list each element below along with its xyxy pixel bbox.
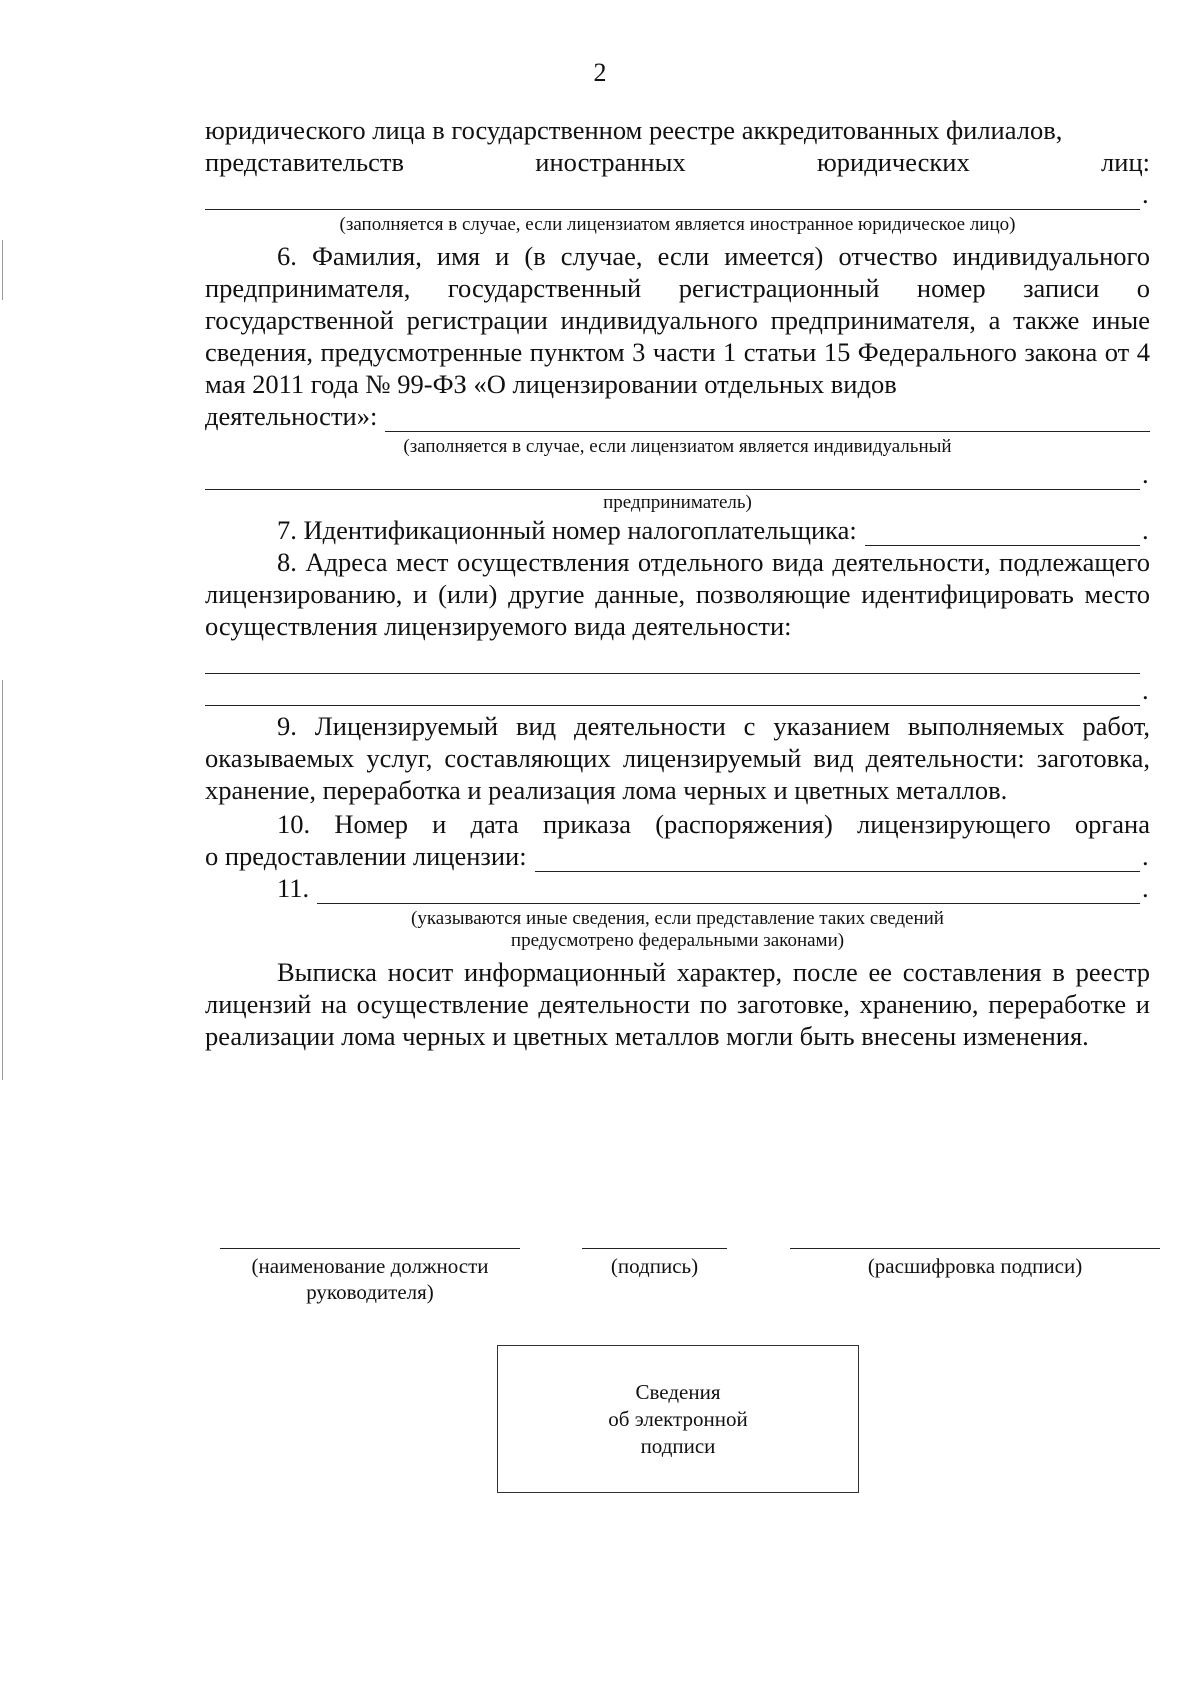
p6-caption1: (заполняется в случае, если лицензиатом является индивидуальный bbox=[403, 436, 952, 457]
esign-line3: подписи bbox=[640, 1433, 716, 1458]
p10-last-line bbox=[205, 840, 1150, 872]
p11-caption2: предусмотрено федеральными законами) bbox=[510, 930, 845, 951]
p8-blank2 bbox=[205, 674, 1150, 706]
esign-line2: об электронной bbox=[608, 1406, 748, 1431]
signature-line bbox=[220, 1248, 520, 1249]
p6-caption2: предприниматель) bbox=[603, 492, 752, 513]
signature-position bbox=[220, 1248, 520, 1305]
p8-blank1 bbox=[205, 642, 1150, 674]
signature-line bbox=[790, 1248, 1160, 1249]
period: . bbox=[1142, 459, 1149, 489]
p6-last-label: деятельности»: bbox=[205, 401, 378, 431]
p11-line bbox=[205, 872, 1150, 904]
position-caption-line1: (наименование должности bbox=[251, 1254, 489, 1278]
fill-line bbox=[205, 650, 1140, 674]
sign-caption: (подпись) bbox=[610, 1254, 699, 1278]
p5-line1: юридического лица в государственном реестре аккредитованных филиалов, bbox=[205, 115, 1063, 145]
p6-text: 6. Фамилия, имя и (в случае, если имеется) отчество индивидуального предпринимателя, государственный регистрационный номер записи о государственной регистрации индивидуального предпринимателя, а также иные сведения, предусмотренные пунктом 3 части 1 статьи 15 Федерального закона от 4 мая 2011 года № 99-ФЗ «О лицензировании отдельных видов bbox=[205, 241, 1150, 399]
fill-line bbox=[385, 408, 1150, 432]
fill-line bbox=[205, 682, 1140, 706]
p11-label: 11. bbox=[277, 873, 310, 903]
position-caption-line2: руководителя) bbox=[306, 1280, 434, 1304]
period: . bbox=[1142, 515, 1149, 545]
p7-label: 7. Идентификационный номер налогоплательщика: bbox=[277, 515, 857, 545]
fill-line bbox=[865, 522, 1140, 546]
p6-blank bbox=[205, 458, 1150, 490]
electronic-signature-box bbox=[497, 1345, 859, 1493]
p10-text: 10. Номер и дата приказа (распоряжения) лицензирующего органа bbox=[277, 809, 1150, 839]
page-number: 2 bbox=[593, 58, 607, 87]
p6-last-line bbox=[205, 400, 1150, 432]
fill-line bbox=[205, 466, 1140, 490]
p5-caption: (заполняется в случае, если лицензиатом является иностранное юридическое лицо) bbox=[339, 214, 1016, 235]
fill-line bbox=[317, 880, 1140, 904]
p5-line2: представительств иностранных юридических лиц: bbox=[205, 147, 1150, 177]
signature-decode bbox=[790, 1248, 1160, 1279]
document-body bbox=[205, 114, 1150, 1052]
fill-line bbox=[205, 186, 1140, 210]
scan-mark bbox=[2, 680, 3, 1080]
signature-line bbox=[582, 1248, 727, 1249]
period: . bbox=[1142, 675, 1149, 705]
p11-caption1: (указываются иные сведения, если представление таких сведений bbox=[411, 908, 944, 929]
period: . bbox=[1142, 841, 1149, 871]
decode-caption: (расшифровка подписи) bbox=[867, 1254, 1083, 1278]
p10-label: о предоставлении лицензии: bbox=[205, 841, 527, 871]
fill-line bbox=[535, 848, 1140, 872]
p8-text: 8. Адреса мест осуществления отдельного вида деятельности, подлежащего лицензированию, и (или) другие данные, позволяющие идентифицировать место осуществления лицензируемого вида деятельности: bbox=[205, 547, 1150, 641]
p9-text: 9. Лицензируемый вид деятельности с указанием выполняемых работ, оказываемых услуг, составляющих лицензируемый вид деятельности: заготовка, хранение, переработка и реализация лома черных и цветных металлов. bbox=[205, 711, 1150, 805]
signature-sign bbox=[582, 1248, 727, 1279]
esign-line1: Сведения bbox=[635, 1379, 721, 1404]
p5-blank bbox=[205, 178, 1150, 210]
period: . bbox=[1142, 179, 1149, 209]
scan-mark bbox=[2, 240, 3, 300]
p7-line bbox=[205, 514, 1150, 546]
notice-text: Выписка носит информационный характер, после ее составления в реестр лицензий на осуществление деятельности по заготовке, хранению, переработке и реализации лома черных и цветных металлов могли быть внесены изменения. bbox=[205, 957, 1150, 1051]
period: . bbox=[1142, 873, 1149, 903]
